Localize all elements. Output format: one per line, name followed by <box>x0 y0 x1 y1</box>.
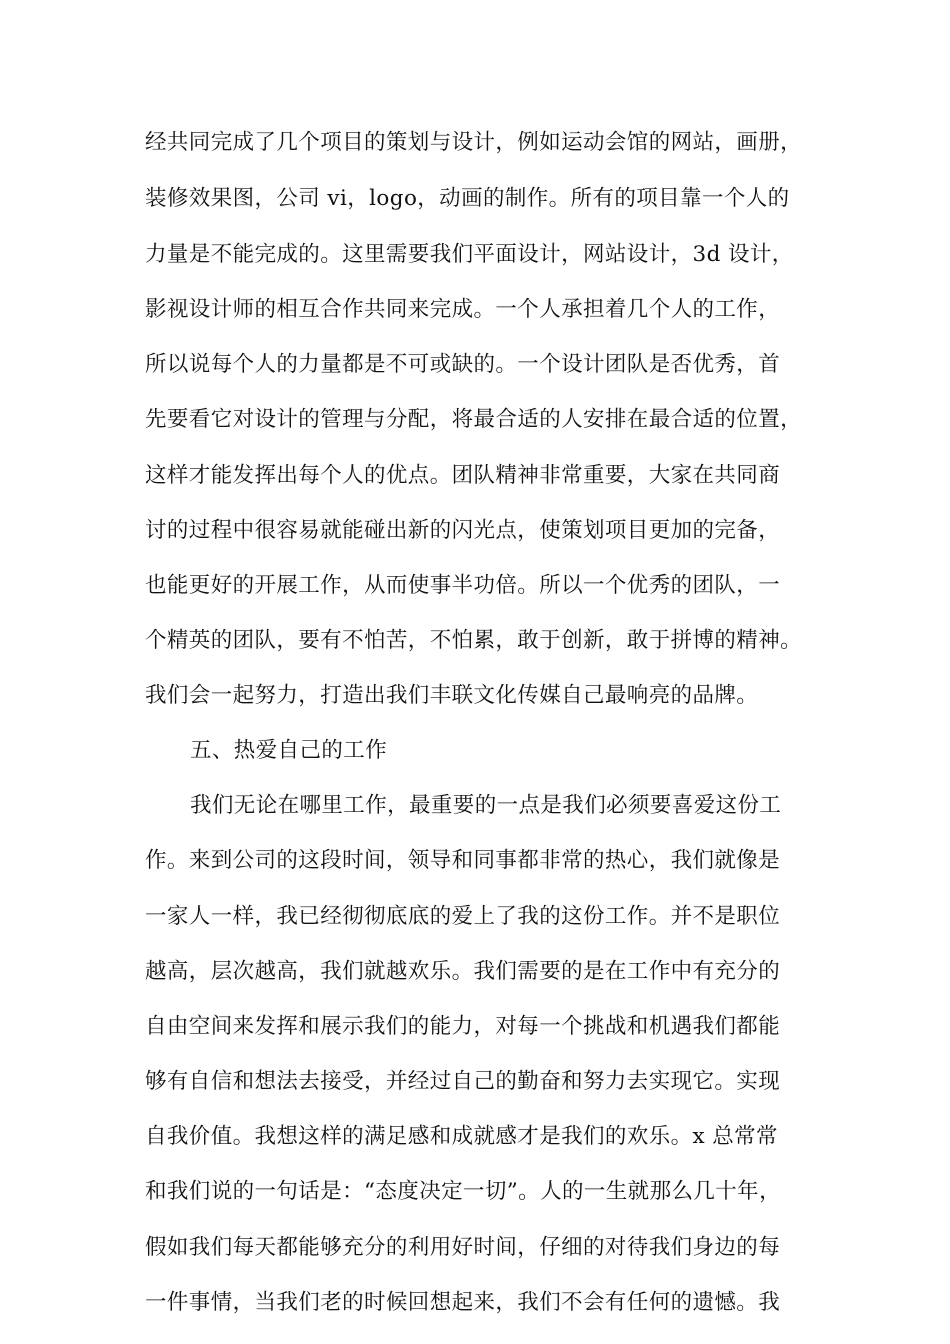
text-line: 也能更好的开展工作，从而使事半功倍。所以一个优秀的团队，一 <box>145 573 781 598</box>
text-line: 这样才能发挥出每个人的优点。团队精神非常重要，大家在共同商 <box>145 463 781 488</box>
text-line: 个精英的团队，要有不怕苦，不怕累，敢于创新，敢于拼博的精神。 <box>145 628 803 653</box>
text-line: 经共同完成了几个项目的策划与设计，例如运动会馆的网站，画册， <box>145 130 803 155</box>
text-line: 讨的过程中很容易就能碰出新的闪光点，使策划项目更加的完备， <box>145 518 781 543</box>
text-line: 一家人一样，我已经彻彻底底的爱上了我的这份工作。并不是职位 <box>145 904 781 929</box>
text-line: 装修效果图，公司 vi，logo，动画的制作。所有的项目靠一个人的 <box>145 186 790 211</box>
text-line: 一件事情，当我们老的时候回想起来，我们不会有任何的遗憾。我 <box>145 1290 781 1315</box>
text-line: 影视设计师的相互合作共同来完成。一个人承担着几个人的工作， <box>145 297 781 322</box>
text-line: 和我们说的一句话是：“态度决定一切”。人的一生就那么几十年， <box>145 1179 781 1204</box>
text-line: 力量是不能完成的。这里需要我们平面设计，网站设计，3d 设计， <box>145 242 794 267</box>
text-line: 自我价值。我想这样的满足感和成就感才是我们的欢乐。x 总常常 <box>145 1124 778 1149</box>
section-heading: 五、热爱自己的工作 <box>190 738 388 763</box>
text-line: 自由空间来发挥和展示我们的能力，对每一个挑战和机遇我们都能 <box>145 1014 781 1039</box>
text-line: 假如我们每天都能够充分的利用好时间，仔细的对待我们身边的每 <box>145 1235 781 1260</box>
text-line: 够有自信和想法去接受，并经过自己的勤奋和努力去实现它。实现 <box>145 1069 781 1094</box>
paragraph-first-line: 我们无论在哪里工作，最重要的一点是我们必须要喜爱这份工 <box>190 793 782 818</box>
text-line: 先要看它对设计的管理与分配，将最合适的人安排在最合适的位置， <box>145 407 803 432</box>
text-line: 所以说每个人的力量都是不可或缺的。一个设计团队是否优秀，首 <box>145 352 781 377</box>
text-line: 作。来到公司的这段时间，领导和同事都非常的热心，我们就像是 <box>145 848 781 873</box>
text-line: 越高，层次越高，我们就越欢乐。我们需要的是在工作中有充分的 <box>145 959 781 984</box>
text-line: 我们会一起努力，打造出我们丰联文化传媒自己最响亮的品牌。 <box>145 683 759 708</box>
